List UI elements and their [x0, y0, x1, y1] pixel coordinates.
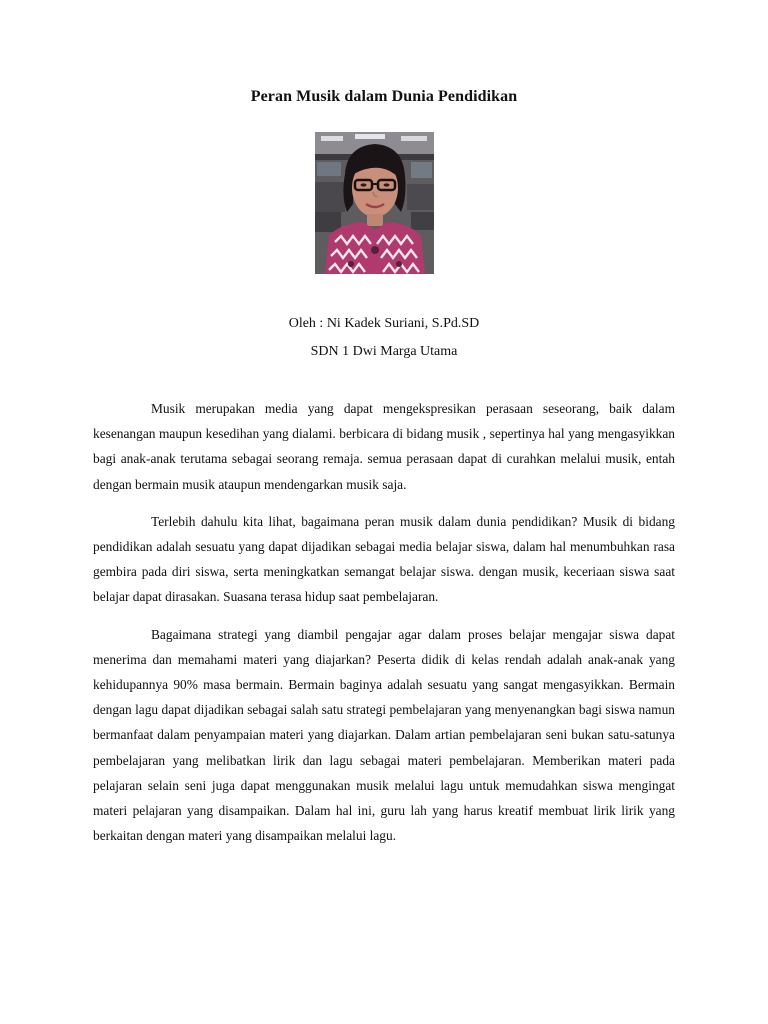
- author-photo: [315, 132, 434, 274]
- author-line: Oleh : Ni Kadek Suriani, S.Pd.SD: [288, 316, 480, 331]
- paragraph-1: Musik merupakan media yang dapat mengekspresikan perasaan seseorang, baik dalam kesenangan maupun kesedihan yang dialami. berbicara di bidang musik , sepertinya hal yang mengasyikkan bagi anak-anak terutama sebagai seorang remaja. semua perasaan dapat di curahkan melalui musik, entah dengan bermain musik ataupun mendengarkan musik saja.: [93, 401, 675, 492]
- document-title: Peran Musik dalam Dunia Pendidikan: [250, 88, 518, 105]
- portrait-image: [315, 132, 434, 274]
- article-body: [93, 396, 675, 860]
- paragraph-2: Terlebih dahulu kita lihat, bagaimana peran musik dalam dunia pendidikan? Musik di bidang pendidikan adalah sesuatu yang dapat dijadikan sebagai media belajar siswa, dalam hal menumbuhkan rasa gembira pada diri siswa, serta meningkatkan semangat belajar siswa. dengan musik, keceriaan siswa saat belajar dapat dirasakan. Suasana terasa hidup saat pembelajaran.: [93, 513, 675, 605]
- paragraph-3: Bagaimana strategi yang diambil pengajar agar dalam proses belajar mengajar siswa dapat menerima dan memahami materi yang diajarkan? Peserta didik di kelas rendah adalah anak-anak yang kehidupannya 90% masa bermain. Bermain baginya adalah sesuatu yang sangat mengasyikkan. Bermain dengan lagu dapat dijadikan sebagai salah satu strategi pembelajaran yang menyenangkan bagi siswa namun bermanfaat dalam penyampaian materi yang diajarkan. Dalam artian pembelajaran seni bukan satu-satunya pembelajaran yang melibatkan lirik dan lagu sebagai materi pembelajaran. Memberikan materi pada pelajaran selain seni juga dapat menggunakan musik melalui lagu untuk memudahkan siswa mengingat materi pelajaran yang disampaikan. Dalam hal ini, guru lah yang harus kreatif membuat lirik lirik yang berkaitan dengan materi yang disampaikan melalui lagu.: [93, 626, 675, 844]
- school-line: SDN 1 Dwi Marga Utama: [310, 344, 458, 359]
